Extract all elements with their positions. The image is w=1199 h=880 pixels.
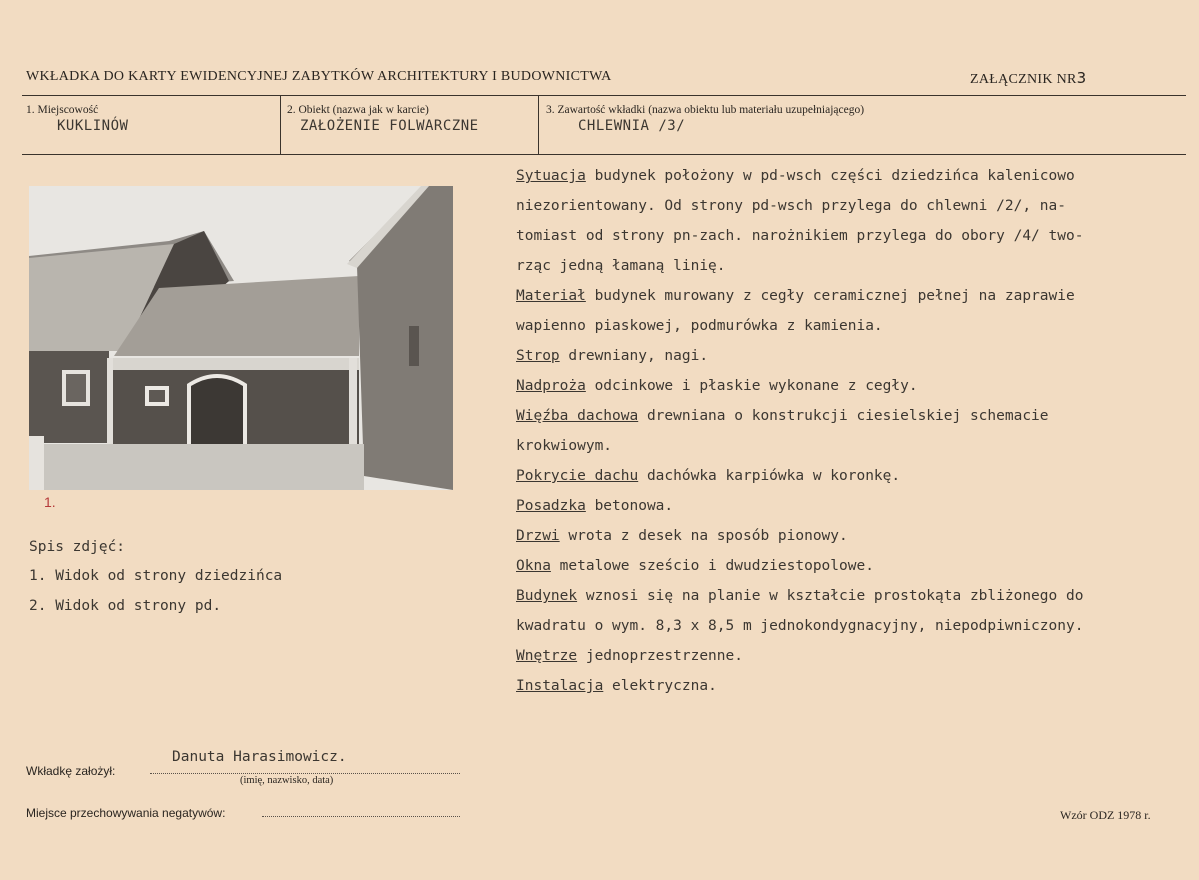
building-photo-image [29,186,453,490]
field-label-contents: 3. Zawartość wkładki (nazwa obiektu lub materiału uzupełniającego) [546,104,865,116]
created-by-label: Wkładkę założył: [26,764,116,778]
photo-list-title: Spis zdjęć: [29,539,126,555]
desc-line [516,371,1176,401]
desc-line [516,251,1176,281]
annex-label-text: ZAŁĄCZNIK NR [970,72,1077,87]
field-value-locality: KUKLINÓW [57,118,129,134]
desc-text: elektryczna. [612,678,717,694]
desc-line [516,551,1176,581]
desc-term: Drzwi [516,528,560,544]
field-value-contents: CHLEWNIA /3/ [578,118,686,134]
desc-text: dachówka karpiówka w koronkę. [646,468,901,484]
card-title: WKŁADKA DO KARTY EWIDENCYJNEJ ZABYTKÓW ARCHITEKTURY I BUDOWNICTWA [26,69,612,84]
created-by-name: Danuta Harasimowicz. [172,749,347,765]
desc-line [516,641,1176,671]
negatives-location-label: Miejsce przechowywania negatywów: [26,806,226,820]
field-value-object: ZAŁOŻENIE FOLWARCZNE [300,118,479,134]
desc-term: Nadproża [516,378,586,394]
desc-text: odcinkowe i płaskie wykonane z cegły. [594,378,918,394]
annex-number: 3 [1076,69,1087,87]
desc-term: Posadzka [516,498,586,514]
field-divider-2 [538,96,539,154]
desc-line [516,431,1176,461]
desc-line [516,221,1176,251]
created-by-dotline [150,773,460,774]
photo-list-item: 2. Widok od strony pd. [29,598,222,614]
desc-term: Okna [516,558,551,574]
desc-term: Materiał [516,288,586,304]
desc-text: jednoprzestrzenne. [585,648,743,664]
desc-text: wrota z desek na sposób pionowy. [568,528,848,544]
photo-list-item: 1. Widok od strony dziedzińca [29,568,283,584]
desc-line [516,521,1176,551]
desc-term: Więźba dachowa [516,408,639,424]
desc-text: drewniany, nagi. [568,348,709,364]
desc-text: betonowa. [594,498,674,514]
desc-line [516,281,1176,311]
desc-line [516,191,1176,221]
desc-line [516,311,1176,341]
desc-term: Budynek [516,588,578,604]
negatives-location-dotline [262,816,460,817]
desc-text: rząc jedną łamaną linię. [516,258,726,274]
created-by-hint: (imię, nazwisko, data) [240,775,334,786]
header-rule-top [22,95,1186,96]
field-label-locality: 1. Miejscowość [26,104,99,116]
desc-term: Strop [516,348,560,364]
desc-text: krokwiowym. [516,438,613,454]
desc-text: niezorientowany. Od strony pd-wsch przylega do chlewni /2/, na- [516,198,1066,214]
desc-line [516,461,1176,491]
photo-number: 1. [44,494,56,510]
header-rule-bottom [22,154,1186,155]
desc-text: wznosi się na planie w kształcie prostokąta zbliżonego do [585,588,1084,604]
desc-line [516,611,1176,641]
desc-text: drewniana o konstrukcji ciesielskiej schemacie [646,408,1049,424]
desc-line [516,581,1176,611]
annex-label [970,69,1087,88]
building-photo [29,186,453,490]
desc-text: wapienno piaskowej, podmurówka z kamienia. [516,318,883,334]
desc-text: budynek położony w pd-wsch części dziedzińca kalenicowo [594,168,1075,184]
desc-line [516,671,1176,701]
desc-line [516,341,1176,371]
desc-text: kwadratu o wym. 8,3 x 8,5 m jednokondygnacyjny, niepodpiwniczony. [516,618,1084,634]
desc-line [516,491,1176,521]
form-code: Wzór ODZ 1978 r. [1060,808,1151,822]
desc-term: Wnętrze [516,648,578,664]
desc-line [516,401,1176,431]
field-divider-1 [280,96,281,154]
desc-text: metalowe sześcio i dwudziestopolowe. [559,558,874,574]
desc-line [516,161,1176,191]
description-block [516,161,1176,701]
desc-text: tomiast od strony pn-zach. narożnikiem przylega do obory /4/ two- [516,228,1084,244]
desc-text: budynek murowany z cegły ceramicznej pełnej na zaprawie [594,288,1075,304]
field-label-object: 2. Obiekt (nazwa jak w karcie) [287,104,429,116]
desc-term: Sytuacja [516,168,586,184]
desc-term: Pokrycie dachu [516,468,639,484]
desc-term: Instalacja [516,678,604,694]
